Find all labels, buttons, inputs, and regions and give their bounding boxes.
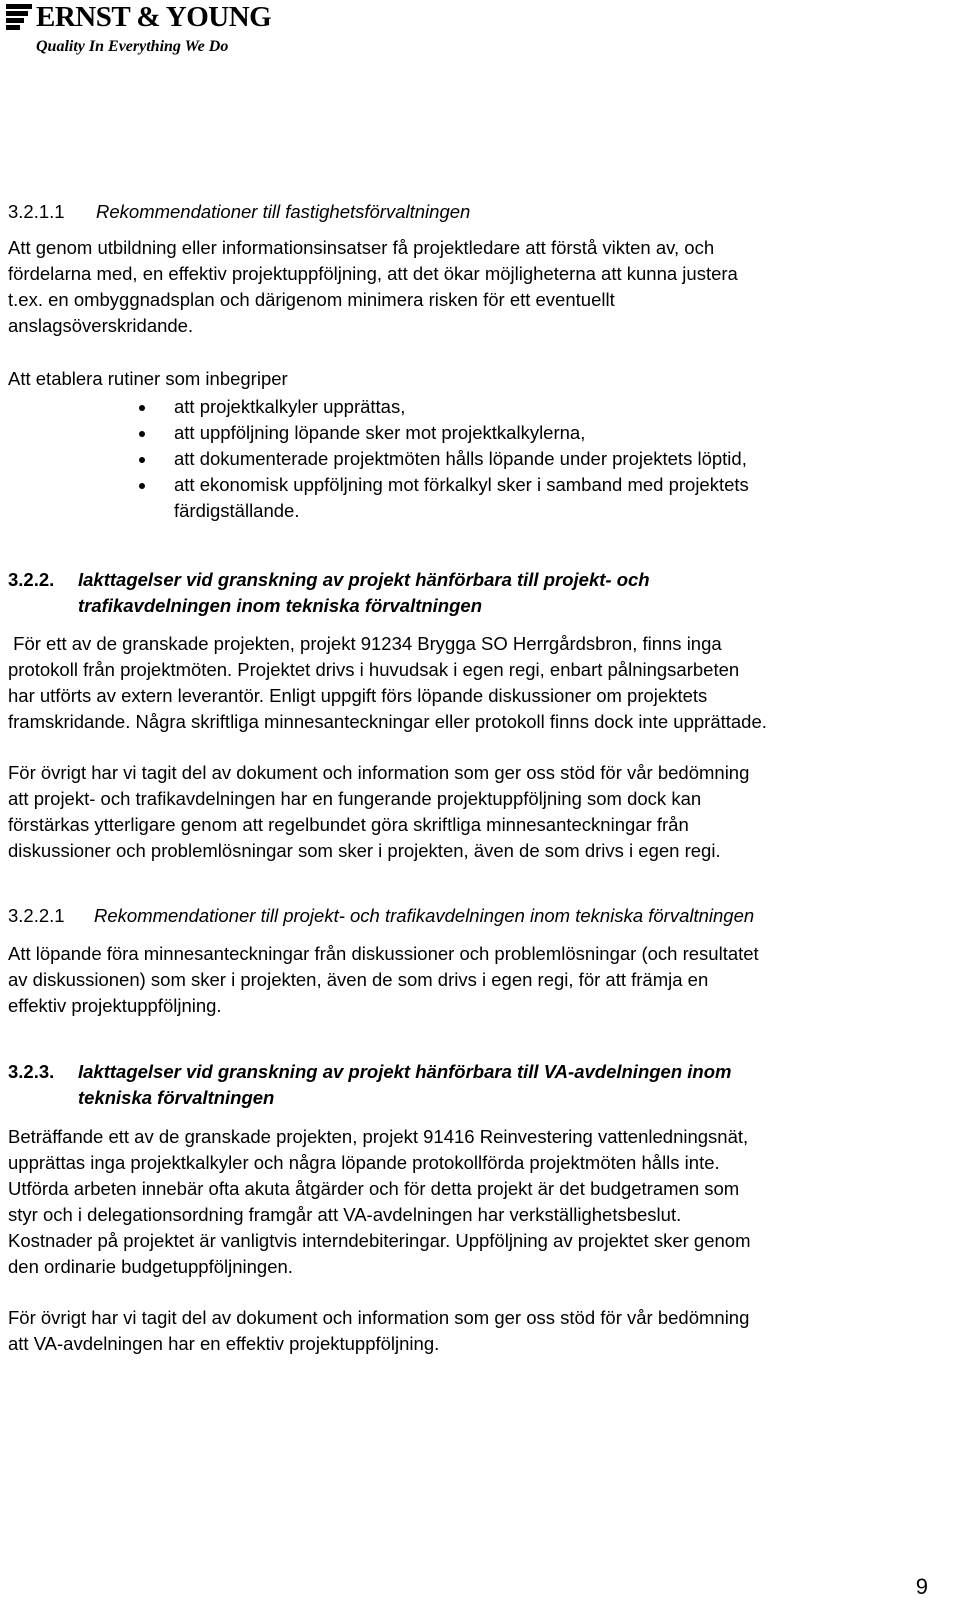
list-intro: Att etablera rutiner som inbegriper xyxy=(8,368,288,389)
logo-mark-icon xyxy=(6,4,32,30)
list-item xyxy=(8,446,928,472)
text-line: t.ex. en ombyggnadsplan och därigenom minimera risken för ett eventuellt xyxy=(8,289,615,310)
routine-list xyxy=(8,394,928,524)
text-line: För övrigt har vi tagit del av dokument och information som ger oss stöd för vår bedömning xyxy=(8,762,750,783)
list-item-text: färdigställande. xyxy=(174,500,300,521)
section-number: 3.2.1.1 xyxy=(8,201,65,222)
text-line: effektiv projektuppföljning. xyxy=(8,995,222,1016)
text-line: styr och i delegationsordning framgår att VA-avdelningen har verkställighetsbeslut. xyxy=(8,1204,682,1225)
page-number: 9 xyxy=(915,1574,928,1599)
list-item xyxy=(8,472,928,524)
text-line: anslagsöverskridande. xyxy=(8,315,194,336)
section-title-continued: tekniska förvaltningen xyxy=(78,1087,275,1108)
logo-name: ERNST & YOUNG xyxy=(36,1,272,33)
list-item xyxy=(8,394,928,420)
logo-tagline: Quality In Everything We Do xyxy=(36,38,229,55)
bullet-icon xyxy=(139,457,145,463)
section-title: Rekommendationer till fastighetsförvaltningen xyxy=(96,201,471,222)
text-line: förstärkas ytterligare genom att regelbundet göra skriftliga minnesanteckningar från xyxy=(8,814,689,835)
recommendation-paragraph xyxy=(8,235,928,339)
text-line: Kostnader på projektet är vanligtvis interndebiteringar. Uppföljning av projektet sker genom xyxy=(8,1230,751,1251)
section-number: 3.2.2. xyxy=(8,569,55,590)
section-heading-3-2-2-1 xyxy=(8,903,928,929)
observation-paragraph xyxy=(8,631,928,735)
text-line: fördelarna med, en effektiv projektuppföljning, att det ökar möjligheterna att kunna justera xyxy=(8,263,738,284)
text-line: den ordinarie budgetuppföljningen. xyxy=(8,1256,293,1277)
text-line: att projekt- och trafikavdelningen har en fungerande projektuppföljning som dock kan xyxy=(8,788,702,809)
text-line: diskussioner och problemlösningar som sker i projekten, även de som drivs i egen regi. xyxy=(8,840,721,861)
text-line: av diskussionen) som sker i projekten, även de som drivs i egen regi, för att främja en xyxy=(8,969,709,990)
section-heading-3-2-1-1 xyxy=(8,199,928,225)
assessment-paragraph xyxy=(8,760,928,864)
text-line: Att löpande föra minnesanteckningar från diskussioner och problemlösningar (och resultatet xyxy=(8,943,759,964)
list-item-text: att uppföljning löpande sker mot projektkalkylerna, xyxy=(174,422,586,443)
text-line: att VA-avdelningen har en effektiv projektuppföljning. xyxy=(8,1333,440,1354)
text-line: Att genom utbildning eller informationsinsatser få projektledare att förstå vikten av, och xyxy=(8,237,715,258)
bullet-icon xyxy=(139,405,145,411)
text-line: För övrigt har vi tagit del av dokument och information som ger oss stöd för vår bedömning xyxy=(8,1307,750,1328)
text-line: Beträffande ett av de granskade projekten, projekt 91416 Reinvestering vattenledningsnät, xyxy=(8,1126,749,1147)
assessment-paragraph xyxy=(8,1305,928,1357)
text-line: framskridande. Några skriftliga minnesanteckningar eller protokoll finns dock inte upprättade. xyxy=(8,711,767,732)
bullet-icon xyxy=(139,431,145,437)
list-item-text: att projektkalkyler upprättas, xyxy=(174,396,406,417)
section-heading-3-2-3 xyxy=(8,1059,928,1111)
text-line: upprättas inga projektkalkyler och några löpande protokollförda projektmöten hålls inte. xyxy=(8,1152,720,1173)
text-line: För ett av de granskade projekten, projekt 91234 Brygga SO Herrgårdsbron, finns inga xyxy=(8,633,722,654)
section-title-continued: trafikavdelningen inom tekniska förvaltningen xyxy=(78,595,483,616)
list-item-text: att ekonomisk uppföljning mot förkalkyl sker i samband med projektets xyxy=(174,474,749,495)
recommendation-paragraph xyxy=(8,941,928,1019)
company-logo xyxy=(4,1,272,60)
text-line: protokoll från projektmöten. Projektet drivs i huvudsak i egen regi, enbart pålningsarbeten xyxy=(8,659,740,680)
section-number: 3.2.2.1 xyxy=(8,905,65,926)
section-number: 3.2.3. xyxy=(8,1061,55,1082)
bullet-icon xyxy=(139,483,145,489)
section-title: Rekommendationer till projekt- och trafikavdelningen inom tekniska förvaltningen xyxy=(94,905,755,926)
list-item-text: att dokumenterade projektmöten hålls löpande under projektets löptid, xyxy=(174,448,747,469)
text-line: Utförda arbeten innebär ofta akuta åtgärder och för detta projekt är det budgetramen som xyxy=(8,1178,740,1199)
text-line: har utförts av extern leverantör. Enligt uppgift förs löpande diskussioner om projektets xyxy=(8,685,708,706)
section-title: Iakttagelser vid granskning av projekt hänförbara till projekt- och xyxy=(78,569,650,590)
list-item xyxy=(8,420,928,446)
section-heading-3-2-2 xyxy=(8,567,928,619)
observation-paragraph xyxy=(8,1124,928,1280)
section-title: Iakttagelser vid granskning av projekt hänförbara till VA-avdelningen inom xyxy=(78,1061,732,1082)
